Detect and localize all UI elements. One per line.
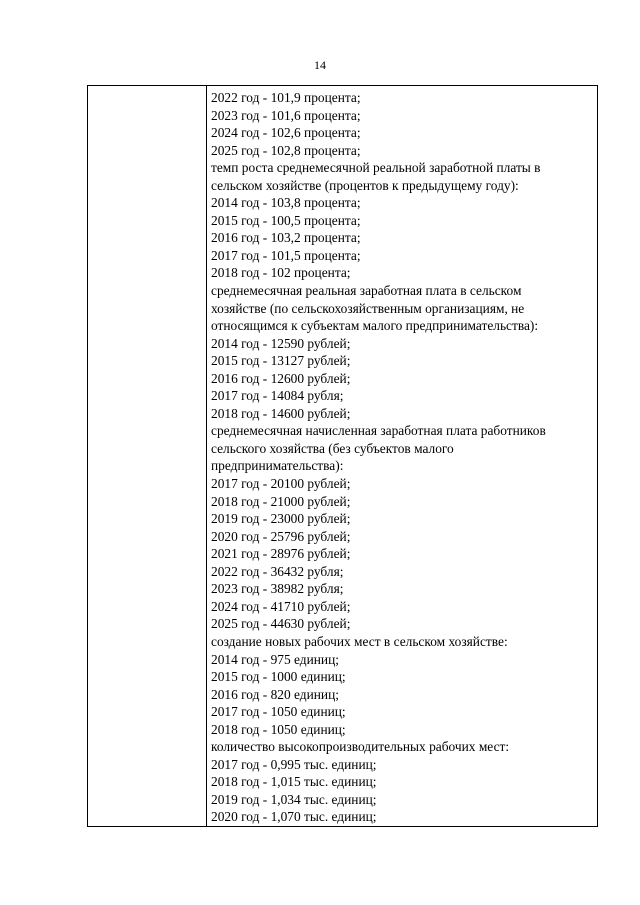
text-line: 2016 год - 12600 рублей;: [211, 370, 351, 386]
text-line: 2014 год - 12590 рублей;: [211, 335, 351, 351]
text-line: 2023 год - 101,6 процента;: [211, 107, 361, 123]
text-line: 2014 год - 103,8 процента;: [211, 195, 361, 211]
text-line: сельского хозяйства (без субъектов малого: [211, 440, 454, 456]
text-line: 2024 год - 41710 рублей;: [211, 598, 351, 614]
text-line: 2020 год - 1,070 тыс. единиц;: [211, 809, 377, 825]
text-line: 2019 год - 1,034 тыс. единиц;: [211, 791, 377, 807]
text-line: 2017 год - 20100 рублей;: [211, 476, 351, 492]
text-line: 2015 год - 1000 единиц;: [211, 669, 346, 685]
text-line: 2014 год - 975 единиц;: [211, 651, 339, 667]
table-cell-left: [88, 86, 207, 827]
text-line: 2020 год - 25796 рублей;: [211, 528, 351, 544]
text-line: 2022 год - 36432 рубля;: [211, 563, 344, 579]
text-line: 2021 год - 28976 рублей;: [211, 546, 351, 562]
text-line: сельском хозяйстве (процентов к предыдущему году):: [211, 177, 519, 193]
text-line: 2017 год - 1050 единиц;: [211, 704, 346, 720]
text-line: 2015 год - 100,5 процента;: [211, 212, 361, 228]
text-line: хозяйстве (по сельскохозяйственным организациям, не: [211, 300, 525, 316]
text-line: 2018 год - 14600 рублей;: [211, 405, 351, 421]
text-line: 2017 год - 14084 рубля;: [211, 388, 344, 404]
text-line: 2023 год - 38982 рубля;: [211, 581, 344, 597]
text-line: относящимся к субъектам малого предпринимательства):: [211, 318, 539, 334]
text-line: количество высокопроизводительных рабочих мест:: [211, 739, 510, 755]
text-line: 2015 год - 13127 рублей;: [211, 353, 351, 369]
text-line: 2022 год - 101,9 процента;: [211, 90, 361, 105]
text-line: 2018 год - 21000 рублей;: [211, 493, 351, 509]
table-cell-right: [207, 86, 598, 827]
text-line: среднемесячная начисленная заработная плата работников: [211, 423, 546, 439]
text-line: среднемесячная реальная заработная плата в сельском: [211, 283, 522, 299]
document-table: [87, 85, 598, 827]
text-line: 2017 год - 101,5 процента;: [211, 247, 361, 263]
page-number: 14: [314, 58, 326, 72]
text-line: 2016 год - 103,2 процента;: [211, 230, 361, 246]
cell-text-block: [207, 86, 597, 826]
text-line: 2017 год - 0,995 тыс. единиц;: [211, 756, 377, 772]
text-line: 2025 год - 102,8 процента;: [211, 142, 361, 158]
text-line: 2024 год - 102,6 процента;: [211, 125, 361, 141]
text-line: 2018 год - 1,015 тыс. единиц;: [211, 774, 377, 790]
text-line: 2016 год - 820 единиц;: [211, 686, 339, 702]
text-line: 2025 год - 44630 рублей;: [211, 616, 351, 632]
table-row: [88, 86, 598, 827]
text-line: темп роста среднемесячной реальной заработной платы в: [211, 160, 541, 176]
text-line: 2019 год - 23000 рублей;: [211, 511, 351, 527]
text-line: предпринимательства):: [211, 458, 344, 474]
text-line: 2018 год - 1050 единиц;: [211, 721, 346, 737]
text-line: создание новых рабочих мест в сельском хозяйстве:: [211, 633, 508, 649]
text-line: 2018 год - 102 процента;: [211, 265, 351, 281]
